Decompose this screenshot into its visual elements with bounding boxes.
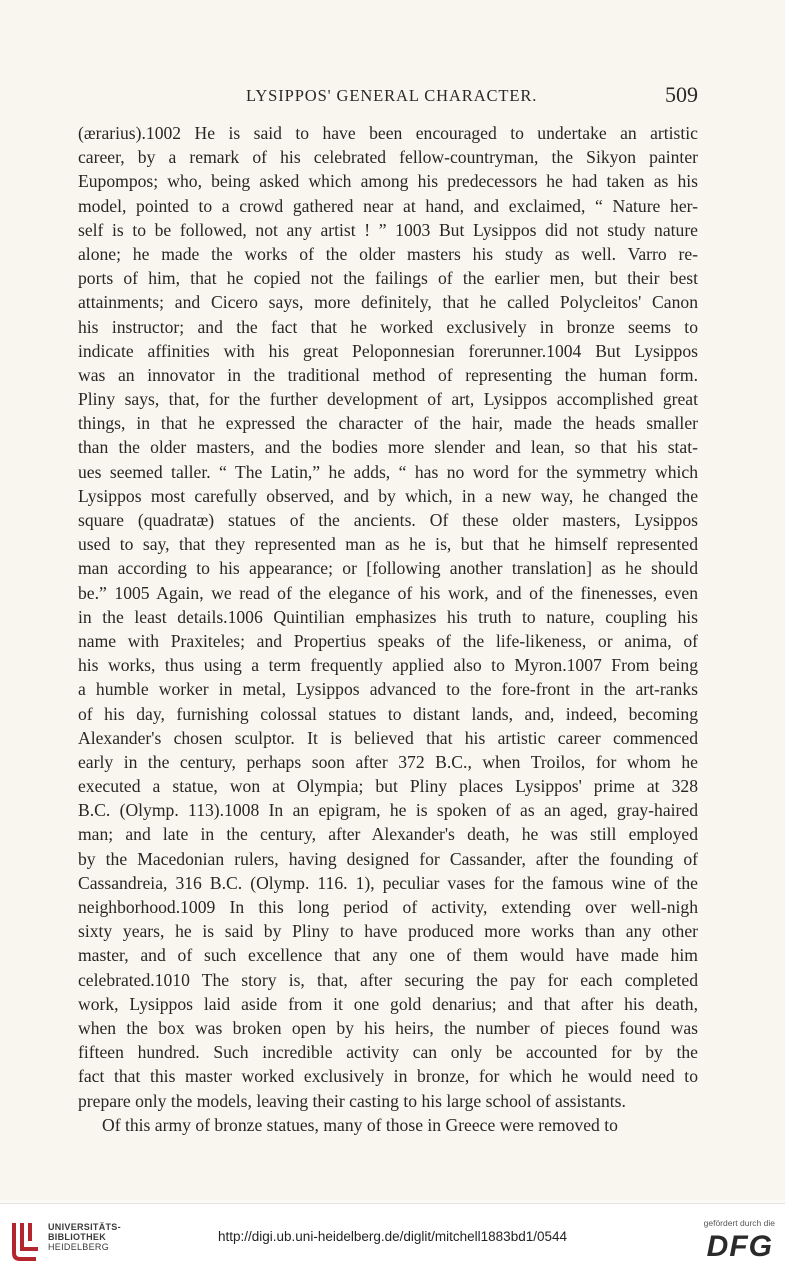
text-line: (ærarius).1002 He is said to have been encouraged to undertake an artistic [78, 123, 698, 143]
dfg-logo: DFG [706, 1230, 773, 1263]
university-library-logo-icon [8, 1219, 42, 1261]
text-line: Eupompos; who, being asked which among his predecessors he had taken as his [78, 171, 698, 192]
text-line: things, in that he expressed the character of the hair, made the heads smaller [78, 413, 698, 434]
text-line: early in the century, perhaps soon after 372 B.C., when Troilos, for whom he [78, 751, 698, 772]
text-line: alone; he made the works of the older masters his study as well. Varro re- [78, 243, 698, 264]
logo-line: UNIVERSITÄTS- [48, 1222, 121, 1232]
university-library-name [48, 1222, 121, 1252]
text-line: prepare only the models, leaving their casting to his large school of assistants. [78, 1090, 626, 1111]
logo-line: HEIDELBERG [48, 1242, 110, 1252]
permalink-url[interactable]: http://digi.ub.uni-heidelberg.de/diglit/mitchell1883bd1/0544 [218, 1229, 567, 1244]
text-line: man according to his appearance; or [following another translation] as he should [78, 558, 698, 579]
text-line: Pliny says, that, for the further development of art, Lysippos accomplished great [78, 389, 698, 410]
text-line: his works, thus using a term frequently applied also to Myron.1007 From being [78, 655, 698, 676]
text-line: self is to be followed, not any artist ! ” 1003 But Lysippos did not study nature [78, 219, 698, 240]
text-line: than the older masters, and the bodies more slender and lean, so that his stat- [78, 437, 698, 458]
running-head: LYSIPPOS' GENERAL CHARACTER. [246, 86, 538, 105]
text-line: Alexander's chosen sculptor. It is believed that his artistic career commenced [78, 727, 698, 748]
text-line: career, by a remark of his celebrated fellow-countryman, the Sikyon painter [78, 147, 698, 168]
text-line: indicate affinities with his great Peloponnesian forerunner.1004 But Lysippos [78, 340, 698, 361]
text-line: sixty years, he is said by Pliny to have produced more works than any other [78, 921, 698, 942]
text-line: Cassandreia, 316 B.C. (Olymp. 116. 1), peculiar vases for the famous wine of the [78, 872, 698, 893]
text-line: by the Macedonian rulers, having designed for Cassander, after the founding of [78, 848, 698, 869]
text-line: ports of him, that he copied not the failings of the earlier men, but their best [78, 268, 698, 289]
text-line: master, and of such excellence that any one of them would have made him [78, 945, 698, 966]
logo-line: BIBLIOTHEK [48, 1232, 106, 1242]
funding-caption: gefördert durch die [703, 1218, 775, 1228]
page-number: 509 [665, 82, 698, 107]
text-line: ues seemed taller. “ The Latin,” he adds, “ has no word for the symmetry which [78, 461, 698, 482]
text-line: a humble worker in metal, Lysippos advanced to the fore-front in the art-ranks [78, 679, 698, 700]
text-line: fact that this master worked exclusively in bronze, for which he would need to [78, 1066, 698, 1087]
text-line: used to say, that they represented man as he is, but that he himself represented [78, 534, 698, 555]
text-line: celebrated.1010 The story is, that, after securing the pay for each completed [78, 969, 698, 990]
text-line: when the box was broken open by his heirs, the number of pieces found was [78, 1017, 698, 1038]
page-header [78, 82, 698, 108]
viewer-footer [0, 1203, 785, 1267]
text-line: fifteen hundred. Such incredible activity can only be accounted for by the [78, 1042, 698, 1063]
text-line: executed a statue, won at Olympia; but Pliny places Lysippos' prime at 328 [78, 776, 698, 797]
text-line: Of this army of bronze statues, many of those in Greece were removed to [102, 1114, 618, 1135]
text-line: be.” 1005 Again, we read of the elegance of his work, and of the finenesses, even [78, 582, 698, 603]
text-line: neighborhood.1009 In this long period of activity, extending over well-nigh [78, 897, 698, 917]
text-line: in the least details.1006 Quintilian emphasizes his truth to nature, coupling his [78, 606, 698, 627]
text-line: of his day, furnishing colossal statues to distant lands, and, indeed, becoming [78, 703, 698, 724]
text-line: square (quadratæ) statues of the ancients. Of these older masters, Lysippos [78, 510, 698, 530]
text-line: attainments; and Cicero says, more definitely, that he called Polycleitos' Canon [78, 292, 698, 313]
text-line: B.C. (Olymp. 113).1008 In an epigram, he is spoken of as an aged, gray-haired [78, 800, 698, 821]
text-line: model, pointed to a crowd gathered near at hand, and exclaimed, “ Nature her- [78, 195, 698, 216]
text-line: Lysippos most carefully observed, and by which, in a new way, he changed the [78, 485, 698, 506]
text-line: his instructor; and the fact that he worked exclusively in bronze seems to [78, 316, 698, 337]
text-line: name with Praxiteles; and Propertius speaks of the life-likeness, or anima, of [78, 630, 698, 651]
body-text [78, 121, 698, 1137]
text-line: was an innovator in the traditional method of representing the human form. [78, 364, 698, 385]
text-line: work, Lysippos laid aside from it one gold denarius; and that after his death, [78, 993, 698, 1014]
text-line: man; and late in the century, after Alexander's death, he was still employed [78, 824, 698, 845]
